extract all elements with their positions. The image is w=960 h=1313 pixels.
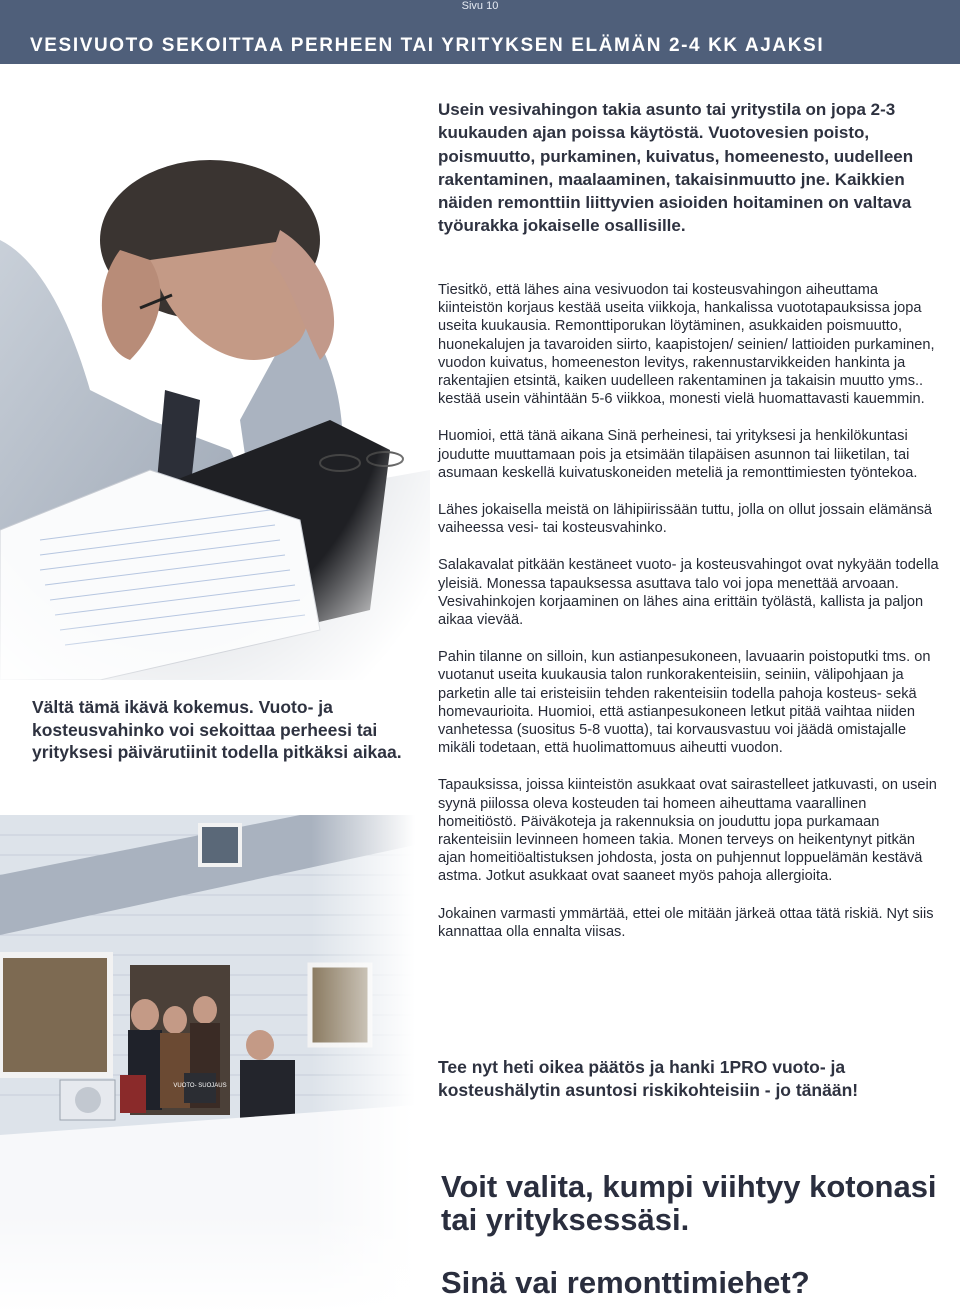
paragraph: Salakavalat pitkään kestäneet vuoto- ja kosteusvahingot ovat nykyään todella yleisiä. Monessa tapauksessa asuttava talo voi jopa menettää arvoaan. Vesivahinkojen korjaaminen on lähes aina erittäin työlästä, kallista ja paljon aikaa vievää.: [438, 557, 939, 629]
headline: Voit valita, kumpi viihtyy kotonasi tai yrityksessäsi.: [441, 1169, 937, 1237]
header-bar: [0, 0, 960, 64]
house-winter-photo: [0, 815, 415, 1313]
headline-question: Sinä vai remonttimiehet?: [441, 1265, 810, 1300]
paragraph: Jokainen varmasti ymmärtää, ettei ole mitään järkeä ottaa tätä riskiä. Nyt siis kannattaa olla ennalta viisas.: [438, 905, 934, 940]
avoid-callout: Vältä tämä ikävä kokemus. Vuoto- ja kosteusvahinko voi sekoittaa perheesi tai yrityksesi päivärutiinit todella pitkäksi aikaa.: [32, 697, 402, 762]
paragraph: Pahin tilanne on silloin, kun astianpesukoneen, lavuaarin poistoputki tms. on vuotanut useita kuukausia talon runkorakenteisiin, seiniin, välipohjaan ja parketin alle tai eristeisiin tehden rakenteisiin todella pahoja kosteus- sekä homevaurioita. Huomioi, että astianpesukoneen letkut pitää vaihtaa niiden vanhetessa (suositus 5-8 vuotta), tai korvausvastuu voi jäädä omistajalle mikäli todetaan, että huolimattomuus aiheutti vuodon.: [438, 649, 931, 757]
intro-paragraph: Usein vesivahingon takia asunto tai yritystila on jopa 2-3 kuukauden ajan poissa käytöstä. Vuotovesien poisto, poismuutto, purkaminen, kuivatus, homeenesto, uudelleen rakentaminen, maalaaminen, takaisinmuutto jne. Kaikkien näiden remonttiin liittyvien asioiden hoitaminen on valtava työurakka jokaiselle osallisille.: [438, 100, 914, 236]
paragraph: Tapauksissa, joissa kiinteistön asukkaat ovat sairastelleet jatkuvasti, on usein syynä piilossa oleva kosteuden tai homeen aiheuttama vaarallinen homeitiöstö. Päiväkoteja ja rakennuksia on jouduttu jopa purkamaan rakenteisiin levinneen homeen takia. Monen terveys on heikentynyt pitkän ajan homeitiöaltistuksen johdosta, josta on puhjennut loppuelämän kestävä astma. Jotkut asukkaat ovat saaneet myös pahoja allergioita.: [438, 777, 937, 885]
paragraph: Lähes jokaisella meistä on lähipiirissään tuttu, jolla on ollut jossain elämänsä vaiheessa vesi- tai kosteusvahinko.: [438, 502, 933, 537]
page-title: VESIVUOTO SEKOITTAA PERHEEN TAI YRITYKSEN ELÄMÄN 2-4 KK AJAKSI: [30, 35, 825, 56]
paragraph: Huomioi, että tänä aikana Sinä perheinesi, tai yrityksesi ja henkilökuntasi joudutte muuttamaan pois ja etsimään tilapäisen asunnon tai liiketilan, tai asumaan keskellä kuivatuskoneiden meteliä ja remonttimiesten työntekoa.: [438, 428, 918, 481]
call-to-action: Tee nyt heti oikea päätös ja hanki 1PRO vuoto- ja kosteushälytin asuntosi riskikohteisiin - jo tänään!: [438, 1057, 859, 1100]
stressed-man-photo: [0, 90, 430, 680]
paragraph: Tiesitkö, että lähes aina vesivuodon tai kosteusvahingon aiheuttama kiinteistön korjaus kestää useita viikkoja, hankalissa vuototapauksissa jopa useita kuukausia. Remonttiporukan löytäminen, asukkaiden poismuutto, huonekalujen ja tavaroiden siirto, kaapistojen/ seinien/ lattioiden purkaminen, vuodon kuivatus, homeeneston levitys, rakennustarvikkeiden hankinta ja rakentajien etsintä, kaiken uudelleen rakentaminen ja takaisin muutto yms.. kestää usein vähintään 5-6 viikkoa, monesti vielä huomattavasti kauemmin.: [438, 282, 935, 408]
body-column: [438, 281, 946, 960]
page-number: Sivu 10: [461, 0, 499, 12]
